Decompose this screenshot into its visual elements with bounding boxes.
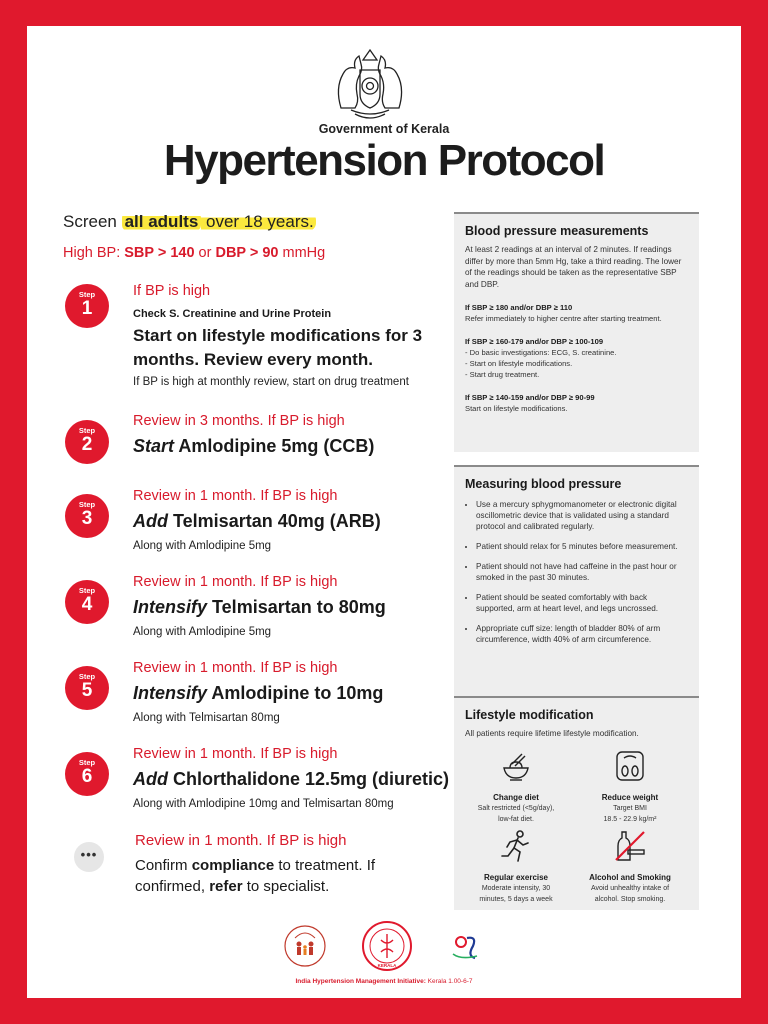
step-number: 4 bbox=[81, 594, 93, 615]
bp-measurements-panel bbox=[454, 212, 699, 452]
initiative-footer bbox=[27, 978, 741, 985]
step-number: 3 bbox=[81, 508, 93, 529]
step-3-drug: Telmisartan 40mg (ARB) bbox=[168, 511, 381, 531]
measuring-bp-item: • Use a mercury sphygmomanometer or electronic digital oscillometric device that is validated using a standard protocol and calibrated regularly. bbox=[476, 499, 687, 532]
seal-text: KERALA bbox=[377, 963, 397, 968]
sbp-threshold: SBP > 140 bbox=[124, 245, 195, 261]
step-5-action bbox=[133, 683, 383, 704]
bp-rule-3-text: Start on lifestyle modifications. bbox=[465, 404, 568, 413]
more-steps-icon: ••• bbox=[74, 842, 104, 872]
bp-measurements-intro: At least 2 readings at an interval of 2 minutes. If readings differ by more than 5mm Hg, take a third reading. The lower of the readings should be taken as the representative SBP and DBP. bbox=[465, 245, 682, 289]
step-1-condition: If BP is high bbox=[133, 283, 211, 299]
step-label: Step bbox=[78, 586, 96, 595]
high-bp-or: or bbox=[194, 245, 216, 261]
final-compliance: compliance bbox=[191, 857, 275, 874]
step-4-action bbox=[133, 597, 386, 618]
lifestyle-item-desc: minutes, 5 days a week bbox=[479, 896, 553, 903]
lifestyle-item-title: Reduce weight bbox=[601, 793, 659, 802]
nhm-logo-icon bbox=[285, 926, 325, 966]
no-alcohol-smoking-icon bbox=[612, 828, 648, 864]
step-6-action bbox=[133, 769, 449, 790]
step-6-drug: Chlorthalidone 12.5mg (diuretic) bbox=[168, 769, 450, 789]
step-5-condition: Review in 1 month. If BP is high bbox=[133, 660, 338, 676]
diet-bowl-icon bbox=[498, 748, 534, 784]
step-2-verb: Start bbox=[133, 436, 175, 456]
step-3-condition: Review in 1 month. If BP is high bbox=[133, 488, 338, 504]
health-department-seal-icon bbox=[363, 922, 411, 970]
step-badge-4 bbox=[65, 580, 109, 624]
screen-suffix: over 18 years. bbox=[201, 212, 314, 231]
step-badge-6 bbox=[65, 752, 109, 796]
step-number: 1 bbox=[81, 298, 93, 319]
step-badge-2 bbox=[65, 420, 109, 464]
step-6-verb: Add bbox=[133, 769, 168, 789]
step-badge-1 bbox=[65, 284, 109, 328]
measuring-bp-item: • Patient should relax for 5 minutes before measurement. bbox=[476, 541, 687, 552]
high-bp-prefix: High BP: bbox=[63, 245, 125, 261]
ihmi-logo-icon bbox=[453, 937, 477, 958]
step-1-action: Start on lifestyle modifications for 3 months. Review every month. bbox=[133, 326, 423, 369]
weighing-scale-icon bbox=[612, 748, 648, 784]
measuring-bp-title: Measuring blood pressure bbox=[465, 477, 622, 491]
lifestyle-item-desc: Moderate intensity, 30 bbox=[481, 885, 551, 892]
lifestyle-item-diet bbox=[460, 748, 572, 824]
screen-prefix: Screen bbox=[63, 212, 122, 231]
step-number: 5 bbox=[81, 680, 93, 701]
lifestyle-item-title: Regular exercise bbox=[483, 873, 549, 882]
lifestyle-item-title: Alcohol and Smoking bbox=[589, 873, 671, 882]
screen-instruction bbox=[63, 212, 316, 232]
step-3-note: Along with Amlodipine 5mg bbox=[133, 540, 272, 552]
lifestyle-item-desc: alcohol. Stop smoking. bbox=[594, 896, 666, 903]
step-4-condition: Review in 1 month. If BP is high bbox=[133, 574, 338, 590]
step-badge-3 bbox=[65, 494, 109, 538]
bp-rule-1-condition: If SBP ≥ 180 and/or DBP ≥ 110 bbox=[465, 303, 573, 312]
bp-rule-2-text: - Start drug treatment. bbox=[465, 370, 540, 379]
step-label: Step bbox=[78, 290, 96, 299]
page-title: Hypertension Protocol bbox=[163, 136, 605, 185]
step-4-verb: Intensify bbox=[133, 597, 208, 617]
step-3-verb: Add bbox=[133, 511, 168, 531]
bp-rule-3-condition: If SBP ≥ 140-159 and/or DBP ≥ 90-99 bbox=[465, 393, 595, 402]
lifestyle-item-desc: Avoid unhealthy intake of bbox=[590, 885, 670, 892]
bp-rule-1-text: Refer immediately to higher centre after starting treatment. bbox=[465, 314, 662, 323]
protocol-poster bbox=[27, 26, 741, 998]
step-label: Step bbox=[78, 672, 96, 681]
partner-logos bbox=[277, 916, 497, 976]
step-1-note: If BP is high at monthly review, start on drug treatment bbox=[133, 376, 409, 388]
screen-highlight: all adults bbox=[122, 212, 202, 231]
measuring-bp-item: • Appropriate cuff size: length of bladder 80% of arm circumference, width 40% of arm circumference. bbox=[476, 623, 687, 645]
lifestyle-item-desc: 18.5 - 22.9 kg/m² bbox=[603, 816, 657, 823]
step-4-note: Along with Amlodipine 5mg bbox=[133, 626, 272, 638]
step-1-check: Check S. Creatinine and Urine Protein bbox=[133, 308, 332, 320]
step-3-action bbox=[133, 511, 381, 532]
step-label: Step bbox=[78, 500, 96, 509]
bp-rule-2-condition: If SBP ≥ 160-179 and/or DBP ≥ 100-109 bbox=[465, 337, 604, 346]
step-6-condition: Review in 1 month. If BP is high bbox=[133, 746, 338, 762]
high-bp-definition bbox=[63, 245, 325, 261]
final-instruction bbox=[135, 855, 425, 897]
bp-rule-2-text: - Do basic investigations: ECG, S. creatinine. bbox=[465, 348, 617, 357]
kerala-emblem-icon bbox=[327, 38, 413, 124]
step-2-drug: Amlodipine 5mg (CCB) bbox=[174, 436, 375, 456]
step-label: Step bbox=[78, 426, 96, 435]
step-label: Step bbox=[78, 758, 96, 767]
lifestyle-item-weight bbox=[574, 748, 686, 824]
high-bp-unit: mmHg bbox=[278, 245, 326, 261]
step-number: 2 bbox=[81, 434, 93, 455]
final-text-3: to specialist. bbox=[242, 878, 330, 895]
final-condition: Review in 1 month. If BP is high bbox=[135, 832, 347, 849]
lifestyle-title: Lifestyle modification bbox=[465, 708, 594, 722]
final-text-2: to treatment. If confirmed, bbox=[135, 857, 376, 895]
lifestyle-item-alcohol-smoking bbox=[574, 828, 686, 904]
step-2-condition: Review in 3 months. If BP is high bbox=[133, 413, 345, 429]
final-refer: refer bbox=[209, 878, 243, 895]
lifestyle-item-desc: low-fat diet. bbox=[498, 816, 534, 823]
step-5-verb: Intensify bbox=[133, 683, 208, 703]
initiative-code: Kerala 1.00-6-7 bbox=[425, 978, 473, 985]
measuring-bp-list bbox=[476, 499, 687, 645]
step-badge-5 bbox=[65, 666, 109, 710]
bp-rule-2-text: - Start on lifestyle modifications. bbox=[465, 359, 573, 368]
lifestyle-intro: All patients require lifetime lifestyle modification. bbox=[465, 729, 639, 738]
step-2-action bbox=[133, 436, 374, 457]
dbp-threshold: DBP > 90 bbox=[215, 245, 279, 261]
step-number: 6 bbox=[81, 766, 93, 787]
lifestyle-item-title: Change diet bbox=[493, 793, 539, 802]
lifestyle-item-desc: Salt restricted (<5g/day), bbox=[477, 805, 555, 812]
measuring-bp-item: • Patient should not have had caffeine in the past hour or smoked in the past 30 minutes. bbox=[476, 561, 687, 583]
step-4-drug: Telmisartan to 80mg bbox=[207, 597, 386, 617]
step-6-note: Along with Amlodipine 10mg and Telmisartan 80mg bbox=[133, 798, 394, 810]
step-5-drug: Amlodipine to 10mg bbox=[207, 683, 384, 703]
bp-measurements-title: Blood pressure measurements bbox=[465, 224, 649, 238]
step-5-note: Along with Telmisartan 80mg bbox=[133, 712, 280, 724]
initiative-label: India Hypertension Management Initiative: bbox=[295, 978, 426, 985]
government-label: Government of Kerala bbox=[318, 122, 450, 136]
lifestyle-item-exercise bbox=[460, 828, 572, 904]
final-text-1: Confirm bbox=[135, 857, 192, 874]
measuring-bp-panel bbox=[454, 465, 699, 702]
running-person-icon bbox=[498, 828, 534, 864]
measuring-bp-item: • Patient should be seated comfortably with back supported, arm at heart level, and legs uncrossed. bbox=[476, 592, 687, 614]
lifestyle-item-desc: Target BMI bbox=[613, 805, 647, 812]
lifestyle-panel bbox=[454, 696, 699, 910]
